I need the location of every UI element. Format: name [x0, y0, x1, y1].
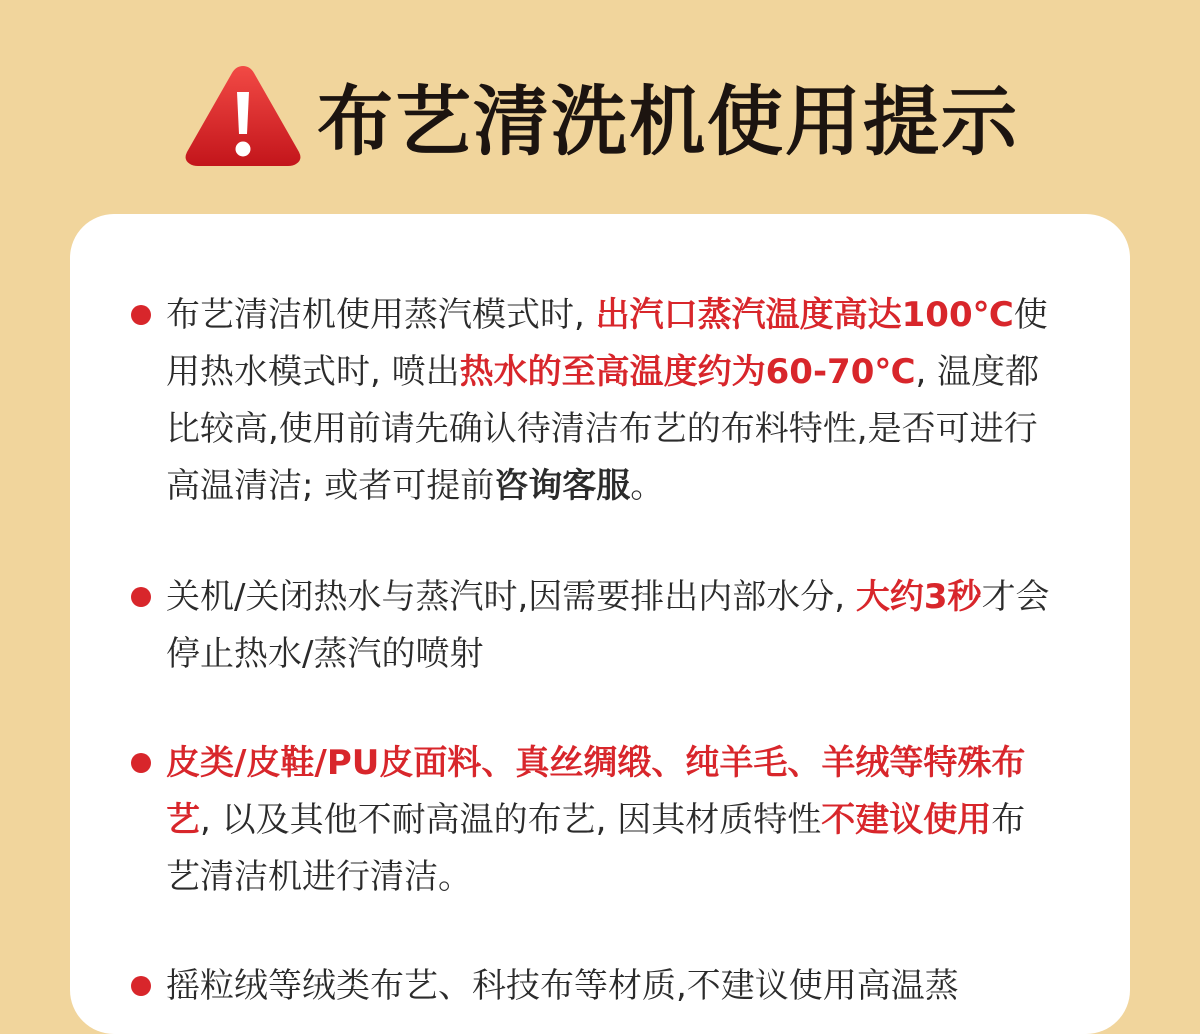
- tip-highlight: 大约3秒: [855, 577, 982, 617]
- tip-item: [166, 569, 1056, 683]
- tip-text: , 以及其他不耐高温的布艺, 因其材质特性: [200, 800, 822, 840]
- tip-text: 使用热水模式时, 喷出: [166, 295, 1048, 392]
- tip-text: , 温度都比较高,使用前请先确认待清洁布艺的布料特性,是否可进行高温清洁; 或者可提前: [166, 352, 1040, 506]
- warning-triangle-icon: [181, 60, 305, 170]
- tip-item: [166, 958, 1056, 1015]
- page-title: 布艺清洗机使用提示: [317, 76, 1019, 166]
- tip-text: 。: [630, 466, 665, 506]
- tip-item: [166, 735, 1056, 906]
- bullet-dot-icon: [131, 305, 151, 325]
- tip-text: 摇粒绒等绒类布艺、科技布等材质,不建议使用高温蒸: [166, 966, 959, 1006]
- tip-emphasis: 咨询客服: [494, 466, 631, 506]
- tip-item: [166, 287, 1056, 515]
- tip-highlight: 热水的至高温度约为60-70℃: [459, 352, 916, 392]
- tip-text: 才会停止热水/蒸汽的喷射: [166, 577, 1050, 674]
- tips-card: [70, 214, 1130, 1034]
- tip-text: 布艺清洁机进行清洁。: [166, 800, 1026, 897]
- bullet-dot-icon: [131, 753, 151, 773]
- bullet-dot-icon: [131, 976, 151, 996]
- header: [0, 55, 1200, 175]
- tip-highlight: 出汽口蒸汽温度高达100℃: [595, 295, 1014, 335]
- tip-highlight: 不建议使用: [821, 800, 992, 840]
- tip-text: 布艺清洁机使用蒸汽模式时,: [166, 295, 596, 335]
- tip-text: 关机/关闭热水与蒸汽时,因需要排出内部水分,: [166, 577, 856, 617]
- tip-highlight: 皮类/皮鞋/PU皮面料、真丝绸缎、纯羊毛、羊绒等特殊布艺: [166, 743, 1026, 840]
- bullet-dot-icon: [131, 587, 151, 607]
